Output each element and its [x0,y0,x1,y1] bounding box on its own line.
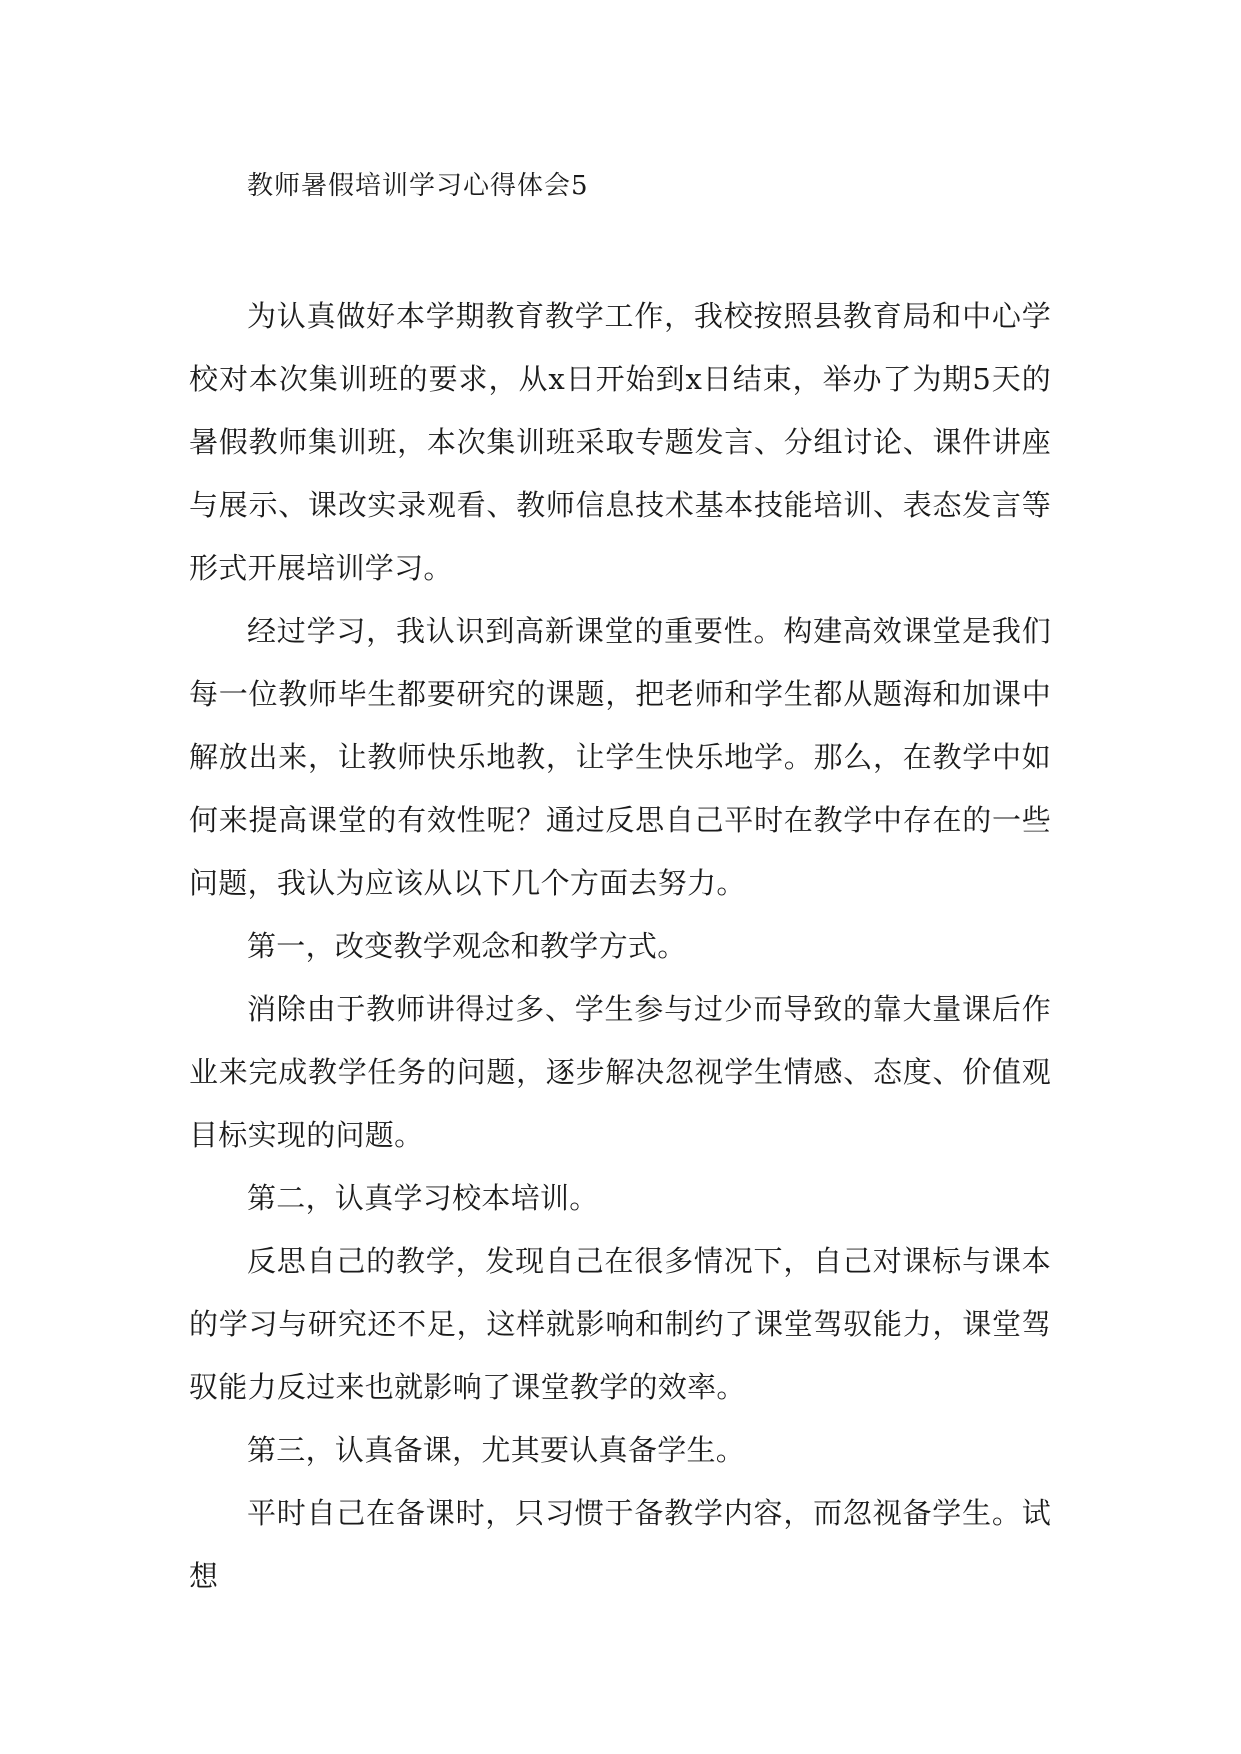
document-title: 教师暑假培训学习心得体会5 [247,171,589,201]
paragraph: 为认真做好本学期教育教学工作，我校按照县教育局和中心学校对本次集训班的要求，从x日开始到x日结束，举办了为期5天的暑假教师集训班，本次集训班采取专题发言、分组讨论、课件讲座与展示、课改实录观看、教师信息技术基本技能培训、表态发言等形式开展培训学习。 [189,299,1051,585]
section-heading: 第二，认真学习校本培训。 [247,1181,599,1215]
section-heading: 第一，改变教学观念和教学方式。 [247,929,687,963]
paragraph: 经过学习，我认识到高新课堂的重要性。构建高效课堂是我们每一位教师毕生都要研究的课题，把老师和学生都从题海和加课中解放出来，让教师快乐地教，让学生快乐地学。那么，在教学中如何来提高课堂的有效性呢？通过反思自己平时在教学中存在的一些问题，我认为应该从以下几个方面去努力。 [189,614,1051,900]
document-body [189,285,1051,1608]
paragraph: 反思自己的教学，发现自己在很多情况下，自己对课标与课本的学习与研究还不足，这样就影响和制约了课堂驾驭能力，课堂驾驭能力反过来也就影响了课堂教学的效率。 [189,1244,1051,1404]
paragraph: 平时自己在备课时，只习惯于备教学内容，而忽视备学生。试想 [189,1496,1051,1593]
section-heading: 第三，认真备课，尤其要认真备学生。 [247,1433,746,1467]
paragraph: 消除由于教师讲得过多、学生参与过少而导致的靠大量课后作业来完成教学任务的问题，逐步解决忽视学生情感、态度、价值观目标实现的问题。 [189,992,1051,1152]
